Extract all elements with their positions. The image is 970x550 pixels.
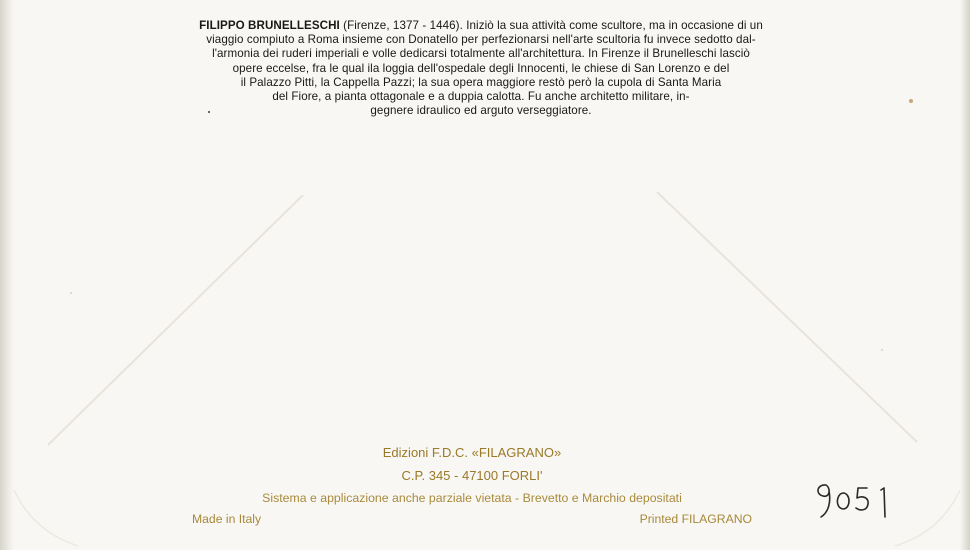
- left-flap-edge: [48, 195, 303, 445]
- handwritten-digit-1: [881, 488, 885, 517]
- publisher-address: C.P. 345 - 47100 FORLI': [401, 468, 543, 483]
- handwritten-number: [812, 480, 894, 522]
- biography-line-4: opere eccelse, fra le qual ila loggia dell'ospedale degli Innocenti, le chiese di San Lorenzo e del: [232, 61, 730, 75]
- biography-line-2: viaggio compiuto a Roma insieme con Donatello per perfezionarsi nell'arte scultoria fu invece sedotto dal-: [206, 33, 756, 47]
- biography-line-6: del Fiore, a pianta ottagonale e a duppia calotta. Fu anche architetto militare, in-: [272, 90, 690, 104]
- biography-line-7: gegnere idraulico ed arguto verseggiatore.: [370, 104, 592, 118]
- paper-speck: [909, 99, 913, 103]
- made-in-italy-label: Made in Italy: [192, 512, 262, 526]
- biography-line-3: l'armonia dei ruderi imperiali e volle dedicarsi totalmente all'architettura. In Firenze il Brunelleschi lasciò: [212, 47, 750, 61]
- publisher-footer: [192, 509, 752, 529]
- publisher-edition: Edizioni F.D.C. «FILAGRANO»: [382, 445, 562, 460]
- biography-line-1-text: (Firenze, 1377 - 1446). Iniziò la sua attività come scultore, ma in occasione di un: [343, 19, 763, 32]
- right-flap-edge: [657, 192, 917, 442]
- paper-speck: [208, 111, 210, 113]
- handwritten-digit-9: [818, 485, 830, 517]
- printed-by-label: Printed FILAGRANO: [639, 512, 752, 526]
- biography-line-5: il Palazzo Pitti, la Cappella Pazzi; la sua opera maggiore restò però la cupola di Santa Maria: [240, 75, 722, 89]
- right-lower-curve: [895, 490, 960, 546]
- biography-line-1: [96, 19, 866, 33]
- biography-text: [96, 19, 866, 118]
- publisher-notice: Sistema e applicazione anche parziale vietata - Brevetto e Marchio depositati: [262, 491, 682, 505]
- handwritten-digit-0: [837, 493, 849, 509]
- biography-name: FILIPPO BRUNELLESCHI: [199, 19, 340, 32]
- publisher-imprint: [192, 441, 752, 529]
- paper-speck: [881, 349, 883, 351]
- paper-speck: [70, 292, 72, 294]
- handwritten-digit-5: [856, 488, 868, 510]
- left-lower-curve: [14, 490, 78, 546]
